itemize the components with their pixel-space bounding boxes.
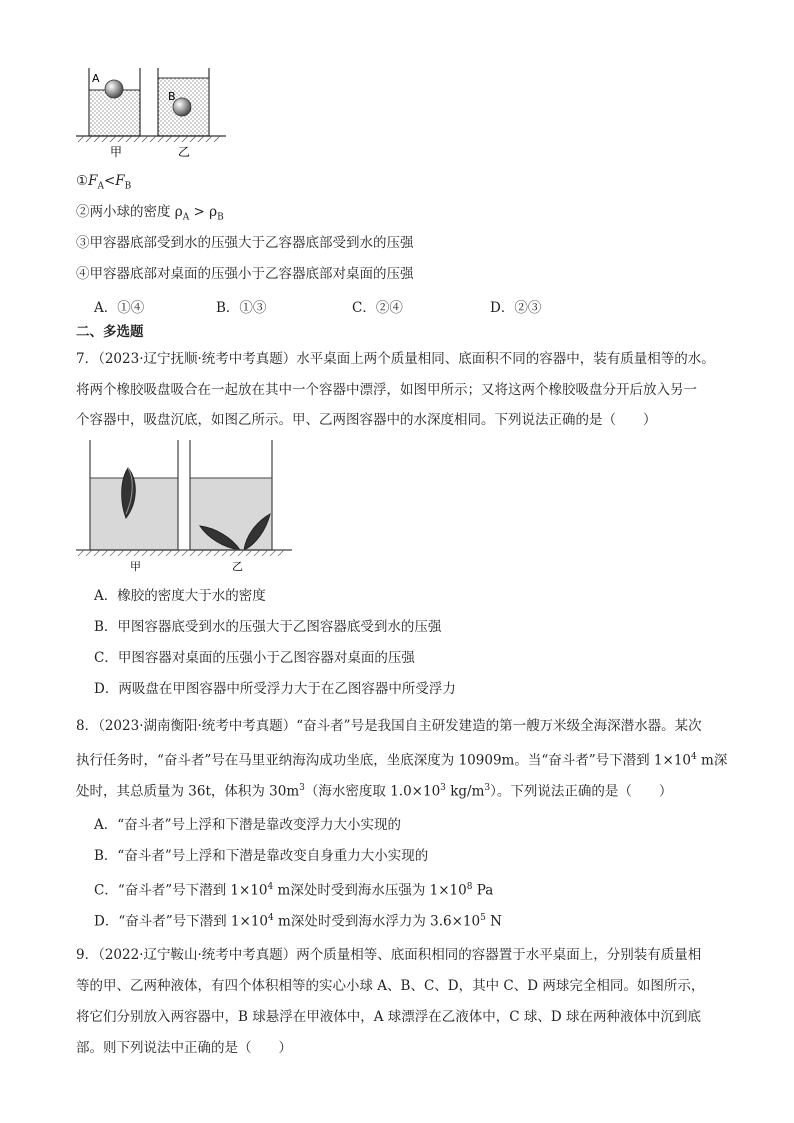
q6-item-1: $①F_A<F_B$ — [76, 173, 132, 192]
caption-jia-2: 甲 — [130, 560, 141, 573]
q7-option-d: D．两吸盘在甲图容器中所受浮力大于在乙图容器中所受浮力 — [94, 681, 456, 697]
ball-a — [105, 80, 123, 98]
figure-suction-cups — [76, 440, 292, 576]
label-b: B — [168, 90, 176, 103]
q6-option-d: D．②③ — [490, 300, 542, 316]
q9-line-2: 等的甲、乙两种液体，有四个体积相等的实心小球 A、B、C、D，其中 C、D 两球完全相同。如图所示， — [76, 978, 705, 994]
q7-line-3: 个容器中，吸盘沉底，如图乙所示。甲、乙两图容器中的水深度相同。下列说法正确的是（ ） — [76, 412, 657, 428]
q7-option-b: B．甲图容器底受到水的压强大于乙图容器底受到水的压强 — [94, 619, 442, 635]
q8-option-a: A．“奋斗者”号上浮和下潜是靠改变浮力大小实现的 — [94, 817, 402, 833]
q9-line-1: 9．（2022·辽宁鞍山·统考中考真题）两个质量相等、底面积相同的容器置于水平桌面上，分别装有质量相 — [76, 947, 702, 963]
q9-line-3: 将它们分别放入两容器中，B 球悬浮在甲液体中，A 球漂浮在乙液体中，C 球、D 球在两种液体中沉到底 — [76, 1009, 701, 1025]
figure-containers-balls — [76, 64, 226, 160]
q8-option-d: D．“奋斗者”号下潜到 $1\times 10^4$ m深处时受到海水浮力为 $3.6\times 10^5$ N — [94, 913, 502, 930]
label-a: A — [92, 72, 100, 85]
q9-line-4: 部。则下列说法中正确的是（ ） — [76, 1040, 292, 1056]
q8-line-2: 执行任务时，“奋斗者”号在马里亚纳海沟成功坐底，坐底深度为 10909m。当“奋斗者”号下潜到 $1\times 10^4$ m深 — [76, 752, 728, 769]
q7-line-1: 7．（2023·辽宁抚顺·统考中考真题）水平桌面上两个质量相同、底面积不同的容器中，装有质量相等的水。 — [76, 351, 715, 367]
q7-option-c: C．甲图容器对桌面的压强小于乙图容器对桌面的压强 — [94, 650, 415, 666]
q8-option-c: C．“奋斗者”号下潜到 $1\times 10^4$ m深处时受到海水压强为 $1\times 10^8$ Pa — [94, 882, 494, 899]
section-title: 二、多选题 — [76, 324, 144, 340]
q6-option-b: B．①③ — [216, 300, 267, 316]
ball-b — [173, 98, 191, 116]
q8-option-b: B．“奋斗者”号上浮和下潜是靠改变自身重力大小实现的 — [94, 848, 429, 864]
q6-item-3: ③甲容器底部受到水的压强大于乙容器底部受到水的压强 — [76, 235, 414, 251]
caption-yi-2: 乙 — [232, 560, 243, 573]
q7-option-a: A．橡胶的密度大于水的密度 — [94, 588, 266, 604]
q6-option-a: A．①④ — [94, 300, 145, 316]
q6-item-4: ④甲容器底部对桌面的压强小于乙容器底部对桌面的压强 — [76, 266, 414, 282]
q6-item-2: ②两小球的密度 $\rho_A > \rho_B$ — [76, 204, 224, 223]
q6-option-c: C．②④ — [352, 300, 403, 316]
q8-line-3: 处时，其总质量为 36t，体积为 $30m^3$（海水密度取 $1.0\times 10^3$ $kg/m^3$）。下列说法正确的是（ ） — [76, 783, 673, 800]
caption-yi: 乙 — [178, 145, 191, 159]
q8-line-1: 8．（2023·湖南衡阳·统考中考真题）“奋斗者”号是我国自主研发建造的第一艘万米级全海深潜水器。某次 — [76, 718, 702, 734]
q7-line-2: 将两个橡胶吸盘吸合在一起放在其中一个容器中漂浮，如图甲所示；又将这两个橡胶吸盘分开后放入另一 — [76, 382, 697, 398]
caption-jia: 甲 — [110, 145, 123, 159]
